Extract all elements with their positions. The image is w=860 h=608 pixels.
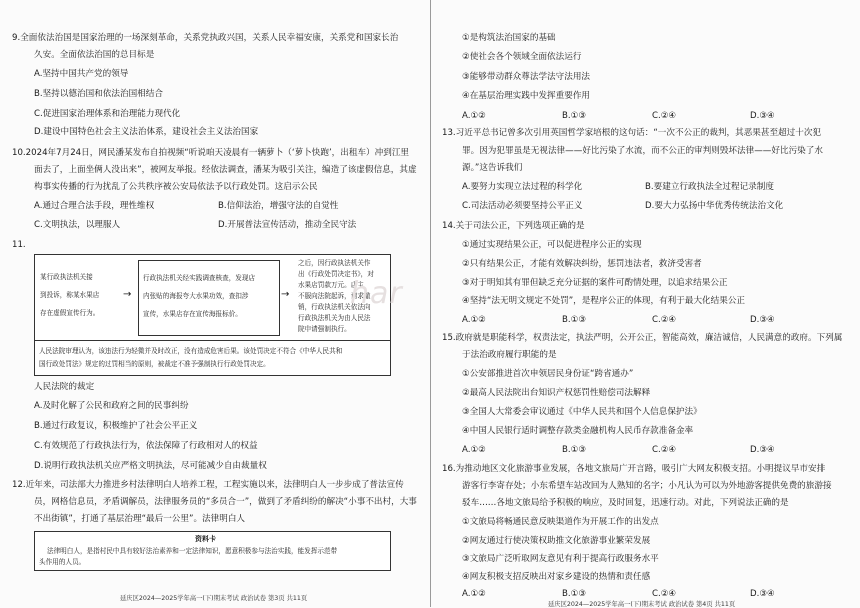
q12-option-b: B.①③ xyxy=(562,111,587,121)
q14-option-a: A.①② xyxy=(462,315,486,325)
q12-info-card xyxy=(34,531,391,571)
q15-option-c: C.②④ xyxy=(652,445,677,455)
flow-text: 销，行政执法机关依法向 xyxy=(298,303,371,311)
q16-choice-2: ②网友通过行使决策权助推文化旅游事业繁荣发展 xyxy=(462,536,651,546)
q11-step-investigation xyxy=(138,260,280,336)
q11-number: 11. xyxy=(12,240,26,250)
q11-option-c: C.有效规范了行政执法行为，依法保障了行政相对人的权益 xyxy=(34,441,258,451)
page-footer: 延庆区2024—2025学年高一(下)期末考试 政治试卷 第3页 共11页 xyxy=(120,595,308,602)
q12-option-d: D.③④ xyxy=(750,111,775,121)
q13-stem: 13.习近平总书记曾多次引用英国哲学家培根的这句话：“一次不公正的裁判，其恶果甚至超过十次犯 xyxy=(442,128,822,138)
q11-verdict-box xyxy=(34,340,391,376)
q16-choice-1: ①文旅局将畅通民意反映渠道作为开展工作的出发点 xyxy=(462,517,659,527)
q14-stem: 14.关于司法公正，下列选项正确的是 xyxy=(442,221,585,231)
q16-option-b: B.①③ xyxy=(562,589,587,599)
q10-option-d: D.开展普法宣传活动，推动全民守法 xyxy=(218,220,357,230)
flow-text: 出《行政处罚决定书》，对 xyxy=(298,270,374,278)
flow-text: 之后，因行政执法机关作 xyxy=(298,259,371,267)
q12-stem: 12.近年来，司法部大力推进乡村法律明白人培养工程，工程实施以来，法律明白人一步步成了普法宣传 xyxy=(12,480,404,490)
q9-option-d: D.建设中国特色社会主义法治体系，建设社会主义法治国家 xyxy=(34,127,259,137)
q14-option-d: D.③④ xyxy=(750,315,775,325)
q14-option-c: C.②④ xyxy=(652,315,677,325)
q13-stem-2: 罪。因为犯罪虽是无视法律——好比污染了水流，而不公正的审判则毁坏法律——好比污染了水 xyxy=(462,146,823,156)
info-card-title: 资料卡 xyxy=(195,535,216,543)
flow-text: 国行政处罚法》规定的过罚相当的原则，被裁定不准予强制执行行政处罚决定。 xyxy=(39,360,270,368)
watermark-logo: har xyxy=(350,276,403,311)
q15-choice-2: ②最高人民法院出台知识产权惩罚性赔偿司法解释 xyxy=(462,388,651,398)
flow-text: 水果店罚款万元。店主 xyxy=(298,281,364,289)
right-page xyxy=(430,0,860,607)
flow-text: 行政执法机关经实践调查核查，发现店 xyxy=(143,274,256,282)
q11-option-b: B.通过行政复议，积极维护了社会公平正义 xyxy=(34,421,198,431)
q14-choice-3: ③对于明知其有罪但缺乏充分证据的案件可酌情处理，以追求结果公正 xyxy=(462,278,728,288)
q14-choice-4: ④坚持“法无明文规定不处罚”，是程序公正的体现，有利于最大化结果公正 xyxy=(462,296,746,306)
q15-choice-1: ①公安部推进首次申领居民身份证“跨省通办” xyxy=(462,369,634,379)
q12-option-c: C.②④ xyxy=(652,111,677,121)
flow-arrow-icon: → xyxy=(281,289,290,300)
flow-text: 人民法院审理认为，该违法行为轻微并及时改正，没有造成危害后果。该处罚决定不符合《中华人民共和 xyxy=(39,347,343,355)
q15-option-b: B.①③ xyxy=(562,445,587,455)
q13-option-c: C.司法活动必须要坚持公平正义 xyxy=(462,201,583,211)
q15-option-a: A.①② xyxy=(462,445,486,455)
q13-stem-3: 源。”这告诉我们 xyxy=(462,163,523,173)
q11-step-complaint xyxy=(38,260,120,334)
q10-stem-2: 面去了，上面坐俩人没出来”，被网友举报。经依法调查，潘某为吸引关注，编造了该虚假信息，其虚 xyxy=(34,165,417,175)
q16-option-d: D.③④ xyxy=(750,589,775,599)
q10-option-a: A.通过合理合法手段，理性维权 xyxy=(34,201,155,211)
q9-option-b: B.坚持以德治国和依法治国相结合 xyxy=(34,89,163,99)
q13-option-a: A.要努力实现立法过程的科学化 xyxy=(462,182,583,192)
info-card-text: 法律明白人，是指村民中具有较好法治素养和一定法律知识，愿意积极参与法治实践，能发挥示范带 xyxy=(47,547,338,555)
flow-text: 不服向法院起诉，请求撤 xyxy=(298,292,371,300)
q9-option-a: A.坚持中国共产党的领导 xyxy=(34,69,129,79)
q16-option-a: A.①② xyxy=(462,589,486,599)
q12-stem-2: 员，网格信息员，矛盾调解员，法律服务员的“多员合一”，做到了矛盾纠纷的解决“小事不出村，大事 xyxy=(34,497,417,507)
q12-choice-4: ④在基层治理实践中发挥重要作用 xyxy=(462,91,591,101)
q11-prompt: 人民法院的裁定 xyxy=(34,382,95,392)
flow-text: 存在虚假宣传行为。 xyxy=(40,309,100,317)
q10-option-b: B.信仰法治，增强守法的自觉性 xyxy=(218,201,339,211)
q16-stem: 16.为推动地区文化旅游事业发展，各地文旅局广开言路，吸引广大网友积极支招。小明提议早市安排 xyxy=(442,464,826,474)
q16-choice-3: ③文旅局广泛听取网友意见有利于提高行政服务水平 xyxy=(462,554,659,564)
info-card-text: 头作用的人员。 xyxy=(39,558,86,566)
q9-stem-cont: 久安。全面依法治国的总目标是 xyxy=(34,50,155,60)
q9-stem: 9.全面依法治国是国家治理的一场深刻革命，关系党执政兴国，关系人民幸福安康，关系党和国家长治 xyxy=(12,33,399,43)
q10-stem: 10.2024年7月24日，网民潘某发布自拍视频“听说咱天凌晨有一辆萝卜（‘萝卜快跑’，出租车）冲到江里 xyxy=(12,148,410,158)
q16-stem-3: 驳车……各地文旅局给予积极的响应，及时回复，迅速行动。对此，下列说法正确的是 xyxy=(462,498,789,508)
q12-option-a: A.①② xyxy=(462,111,486,121)
q10-stem-3: 构事实传播的行为扰乱了公共秩序被公安局依法予以行政处罚。这启示公民 xyxy=(34,182,318,192)
flow-text: 院申请强制执行。 xyxy=(298,325,351,333)
q15-stem: 15.政府就是职能科学，权责法定，执法严明，公开公正，智能高效，廉洁诚信，人民满意的政府。下列属 xyxy=(442,333,843,343)
q14-choice-2: ②只有结果公正，才能有效解决纠纷，惩罚违法者，救济受害者 xyxy=(462,259,702,269)
q15-choice-3: ③全国人大常委会审议通过《中华人民共和国个人信息保护法》 xyxy=(462,407,702,417)
q15-stem-2: 于法治政府履行职能的是 xyxy=(462,350,557,360)
q12-choice-3: ③能够带动群众尊法学法守法用法 xyxy=(462,72,591,82)
q10-option-c: C.文明执法，以理服人 xyxy=(34,220,121,230)
q14-option-b: B.①③ xyxy=(562,315,587,325)
q12-choice-1: ①是构筑法治国家的基础 xyxy=(462,33,556,43)
q11-option-a: A.及时化解了公民和政府之间的民事纠纷 xyxy=(34,401,189,411)
q15-option-d: D.③④ xyxy=(750,445,775,455)
q12-choice-2: ②使社会各个领域全面依法运行 xyxy=(462,52,582,62)
q12-stem-3: 不出街镇”，打通了基层治理“最后一公里”。法律明白人 xyxy=(34,514,246,524)
q13-option-b: B.要建立行政执法全过程记录制度 xyxy=(645,182,774,192)
q16-stem-2: 游客行李寄存处；小东希望车站改回为人熟知的名字；小凡认为可以为外地游客提供免费的旅游接 xyxy=(462,481,832,491)
flow-text: 宣传，水果店存在宣传海报标价。 xyxy=(143,310,242,318)
q16-option-c: C.②④ xyxy=(652,589,677,599)
q16-choice-4: ④网友积极支招反映出对家乡建设的热情和责任感 xyxy=(462,572,651,582)
flow-text: 行政执法机关为由人民法 xyxy=(298,314,371,322)
flow-text: 到投诉，称某水果店 xyxy=(40,291,100,299)
q14-choice-1: ①通过实现结果公正，可以促进程序公正的实现 xyxy=(462,240,642,250)
flow-text: 内张贴的海报夸大水果功效，查扣涉 xyxy=(143,292,249,300)
flow-arrow-icon: → xyxy=(123,289,132,300)
q13-option-d: D.要大力弘扬中华优秀传统法治文化 xyxy=(645,201,784,211)
q11-option-d: D.说明行政执法机关应严格文明执法，尽可能减少自由裁量权 xyxy=(34,461,267,471)
page-footer: 延庆区2024—2025学年高一(下)期末考试 政治试卷 第4页 共11页 xyxy=(548,601,736,608)
flow-text: 某行政执法机关接 xyxy=(40,273,93,281)
q9-option-c: C.促进国家治理体系和治理能力现代化 xyxy=(34,109,181,119)
q15-choice-4: ④中国人民银行适时调整存款类金融机构人民币存款准备金率 xyxy=(462,426,694,436)
